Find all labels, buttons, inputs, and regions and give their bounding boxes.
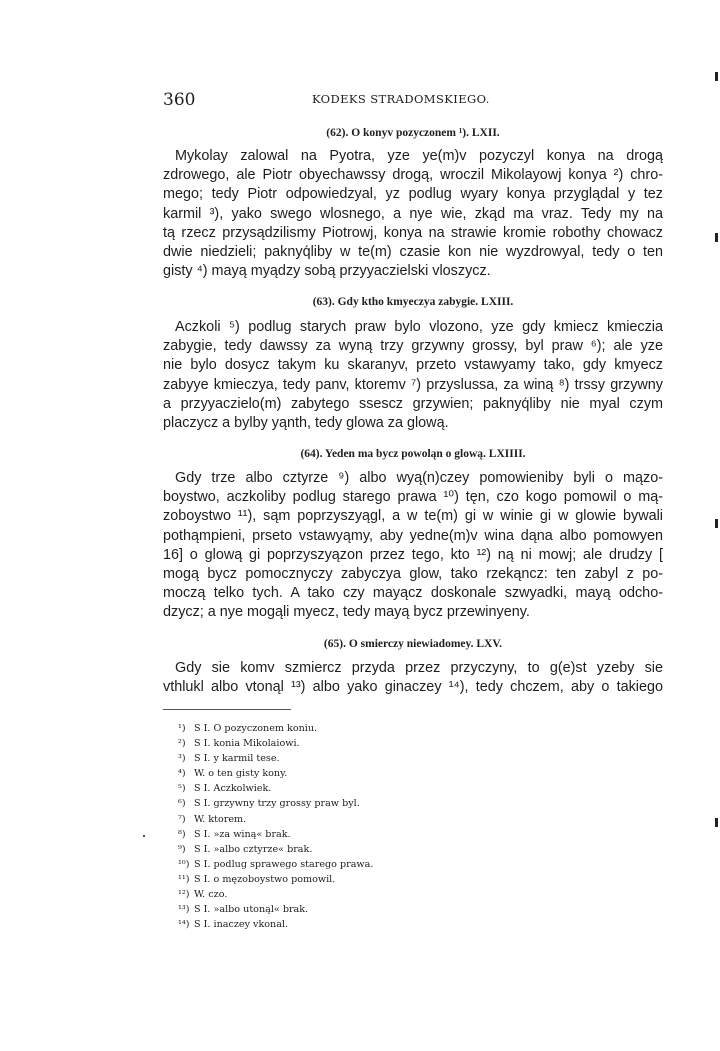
section-paragraph	[163, 469, 663, 623]
margin-mark	[715, 72, 718, 81]
text-line: zdrowego, ale Piotr obyechawssy drogą, wroczil Mikolayowj konya ²) chro-	[163, 167, 663, 184]
footnote-marker: ⁵)	[178, 783, 186, 795]
section-paragraph	[163, 318, 663, 433]
footnote-text: S I. Aczkolwiek.	[194, 783, 272, 795]
footnote-item	[178, 872, 478, 887]
footnote-item	[178, 887, 478, 902]
margin-dot	[143, 835, 145, 837]
section-title: (63). Gdy ktho kmyeczya zabygie. LXIII.	[312, 296, 514, 308]
section-paragraph	[163, 659, 663, 697]
section-title: (65). O smierczy niewiadomey. LXV.	[323, 638, 503, 650]
footnote-item	[178, 766, 478, 781]
margin-mark	[715, 519, 718, 528]
footnote-marker: ¹⁰)	[178, 858, 190, 870]
section-paragraph	[163, 147, 663, 281]
footnote-item	[178, 917, 478, 932]
page-header	[163, 90, 663, 110]
text-line: mogą bycz pomocznyczy zabyczya glow, tako rzekąncz: ten zabyl z po-	[163, 565, 663, 582]
footnote-item	[178, 812, 478, 827]
margin-mark	[715, 233, 718, 242]
footnote-divider	[163, 709, 291, 710]
footnote-item	[178, 781, 478, 796]
text-line: tą rzecz przysądzilismy Piotrowj, konya na strawie kromie robothy chowacz	[163, 224, 663, 241]
text-line: dwie niedzieli; paknyq́liby w te(m) czasie kon nie wyzdrowyal, tedy o ten	[163, 243, 663, 260]
text-line: zabyye kmieczya, tedy panv, ktoremv ⁷) przyslussa, za winą ⁸) trssy grzywny	[163, 376, 663, 393]
running-title: KODEKS STRADOMSKIEGO.	[312, 92, 490, 106]
footnote-item	[178, 796, 478, 811]
margin-mark	[715, 818, 718, 827]
text-line: mego; tedy Piotr odpowiedzyal, yz podlug wyary konya przyglądal y tez	[163, 186, 663, 203]
footnote-text: S I. »albo utonąl« brak.	[194, 904, 309, 916]
footnote-item	[178, 736, 478, 751]
text-line: karmil ³), yako swego wlosnego, a nye wie, zkąd ma vraz. Tedy my na	[163, 205, 663, 222]
footnote-item	[178, 721, 478, 736]
footnote-marker: ¹)	[178, 723, 186, 734]
text-line: pothąmpieni, prseto vstawyąmy, aby yedne(m)v wina dąna albo pomowyen	[163, 527, 663, 544]
text-line: 16] o glową gi poprzyszyązon przez tego, kto ¹²) ną ni mowj; ale drudzy [	[163, 546, 663, 563]
text-line: a przyyaczielo(m) zabytego ssescz grzywien; paknyq́liby nie myal czym	[163, 395, 663, 412]
footnote-text: S I. »albo cztyrze« brak.	[194, 843, 313, 855]
footnote-marker: ¹⁴)	[178, 919, 190, 931]
footnote-text: S I. »za winą« brak.	[194, 828, 291, 840]
footnote-text: S I. o męzoboystwo pomowil.	[194, 873, 336, 885]
footnote-item	[178, 902, 478, 917]
page-number: 360	[163, 90, 196, 110]
footnote-marker: ¹²)	[178, 889, 190, 901]
footnote-text: S I. konia Mikolaiowi.	[194, 738, 300, 750]
footnote-marker: ⁹)	[178, 843, 186, 855]
footnote-marker: ⁷)	[178, 813, 186, 825]
footnote-marker: ²)	[178, 738, 186, 750]
footnote-text: S I. grzywny trzy grossy praw byl.	[194, 798, 360, 810]
footnote-marker: ⁴)	[178, 768, 186, 780]
footnote-item	[178, 751, 478, 766]
footnote-list	[178, 721, 478, 932]
footnote-marker: ¹¹)	[178, 873, 190, 885]
section-title: (64). Yeden ma bycz powoląn o glową. LXIIII.	[300, 448, 526, 460]
footnote-item	[178, 842, 478, 857]
text-line: placzycz a bylby yąnth, tedy glowa za glową.	[163, 414, 449, 431]
footnote-text: S I. inaczey vkonal.	[194, 919, 289, 931]
footnote-text: S I. O pozyczonem koniu.	[194, 723, 318, 734]
section-title: (62). O konyv pozyczonem ¹). LXII.	[326, 127, 500, 139]
footnote-marker: ⁸)	[178, 828, 186, 840]
footnote-item	[178, 857, 478, 872]
text-line: gisty ⁴) mayą myądzy sobą przyyaczielski vloszycz.	[163, 263, 491, 280]
footnote-marker: ³)	[178, 753, 186, 765]
text-line: Gdy trze albo cztyrze ⁹) albo wyą(n)czey pomowieniby byli o mązo-	[175, 470, 663, 486]
text-line: dzycz; a nye mogąli myecz, tedy mayą bycz przewinyeny.	[163, 604, 530, 621]
text-line: vthlukl albo vtonąl ¹³) albo yako ginaczey ¹⁴), tedy chczem, aby o takiego	[163, 679, 663, 696]
text-line: Mykolay zalowal na Pyotra, yze ye(m)v pozyczyl konya na drogą	[175, 148, 663, 164]
text-line: Gdy sie komv szmiercz przyda przez przyczyny, to g(e)st yzeby sie	[175, 660, 663, 676]
footnote-marker: ⁶)	[178, 798, 186, 810]
text-line: nie bylo dosycz takym ku skaranyv, przeto vstawyamy tako, gdy kmyecz	[163, 357, 663, 374]
footnote-text: S I. podlug sprawego starego prawa.	[194, 858, 374, 870]
text-line: moczą telko tych. A tako czy mayącz doskonale szwyadki, mayą odcho-	[163, 585, 663, 602]
text-line: Aczkoli ⁵) podlug starych praw bylo vlozono, yze gdy kmiecz kmieczia	[175, 319, 663, 335]
text-line: zoboystwo ¹¹), sąm poprzyszyągl, a w te(m) gi w winie gi w glowie bywali	[163, 508, 663, 525]
footnote-text: W. o ten gisty kony.	[194, 768, 288, 780]
text-line: zabygie, tedy dawssy za wyną trzy grzywny grossy, byl praw ⁶); ale yze	[163, 338, 663, 355]
footnote-marker: ¹³)	[178, 904, 190, 916]
text-line: boystwo, aczkoliby podlug starego prawa ¹⁰) tęn, czo kogo pomowil o mą-	[163, 489, 663, 506]
footnote-text: W. czo.	[194, 889, 228, 901]
footnote-item	[178, 827, 478, 842]
footnote-text: W. ktorem.	[194, 813, 247, 825]
footnote-text: S I. y karmil tese.	[194, 753, 280, 765]
